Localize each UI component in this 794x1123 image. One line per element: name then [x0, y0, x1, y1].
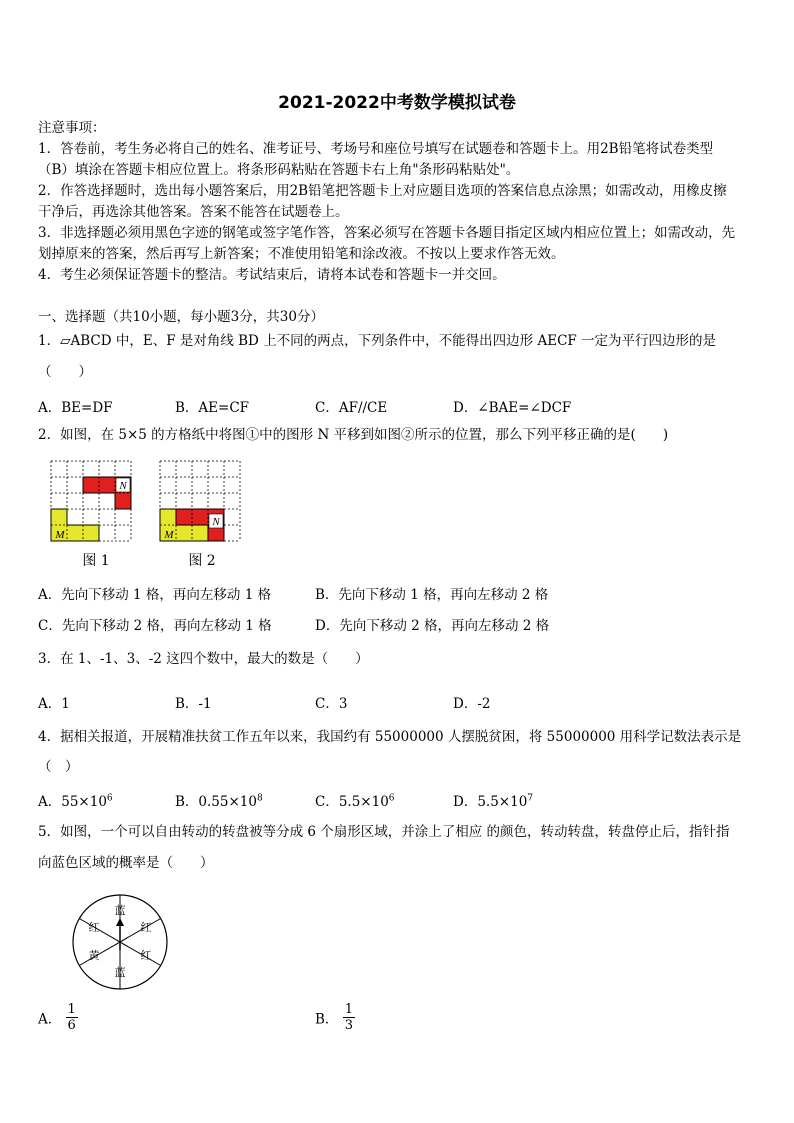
- q3-stem: 3．在 1、-1、3、-2 这四个数中，最大的数是（ ）: [38, 651, 369, 667]
- q4-d-base: D．5.5×10: [453, 794, 528, 810]
- figure-2-caption: 图 2: [188, 553, 216, 569]
- q1-stem: 1．▱ABCD 中，E、F 是对角线 BD 上不同的两点，下列条件中，不能得出四边形 AECF 一定为平行四边形的是: [38, 333, 717, 349]
- notes-line: 3．非选择题必须用黑色字迹的钢笔或签字笔作答，答案必须写在答题卡各题目指定区域内相应位置上；如需改动，先: [38, 225, 736, 241]
- notes-line: （B）填涂在答题卡相应位置上。将条形码粘贴在答题卡右上角"条形码粘贴处"。: [38, 162, 520, 178]
- label-n-fig1: N: [119, 480, 127, 492]
- q4-option-a[interactable]: [38, 790, 113, 810]
- notes-block: [38, 118, 760, 286]
- label-m-fig1: M: [55, 529, 65, 541]
- notes-line: 干净后，再选涂其他答案。答案不能答在试题卷上。: [38, 204, 349, 220]
- q5-option-b[interactable]: [315, 1002, 355, 1033]
- q3-option-d[interactable]: D．-2: [453, 696, 491, 712]
- fraction-denominator: 6: [67, 1018, 76, 1033]
- q1-option-c[interactable]: C．AF//CE: [315, 400, 388, 416]
- q4-a-base: A．55×10: [38, 794, 107, 810]
- q2-option-d[interactable]: D．先向下移动 2 格，再向左移动 2 格: [315, 618, 550, 634]
- q2-stem: 2．如图，在 5×5 的方格纸中将图①中的图形 N 平移到如图②所示的位置，那么下列平移正确的是( ): [38, 427, 669, 443]
- q5-stem-line1: 5．如图，一个可以自由转动的转盘被等分成 6 个扇形区域，并涂上了相应 的颜色，转动转盘，转盘停止后，指针指: [38, 824, 730, 840]
- q2-figures: [48, 458, 248, 570]
- q4-option-b[interactable]: [175, 790, 263, 810]
- q4-blank: （ ）: [38, 759, 79, 775]
- label-m-fig2: M: [164, 529, 174, 541]
- q4-option-d[interactable]: [453, 790, 533, 810]
- q5-b-letter: B．: [315, 1011, 339, 1028]
- notes-line: 1．答卷前，考生务必将自己的姓名、准考证号、考场号和座位号填写在试题卷和答题卡上。用2B铅笔将试卷类型: [38, 141, 714, 157]
- sector-label: 蓝: [114, 904, 126, 917]
- sector-label: 红: [140, 949, 152, 962]
- fraction-numerator: 1: [67, 1002, 76, 1017]
- fraction-numerator: 1: [344, 1002, 353, 1017]
- q4-b-base: B．0.55×10: [175, 794, 257, 810]
- q5-option-a[interactable]: [38, 1002, 78, 1033]
- notes-heading: 注意事项：: [38, 120, 106, 136]
- notes-line: 划掉原来的答案，然后再写上新答案；不准使用铅笔和涂改液。不按以上要求作答无效。: [38, 246, 565, 262]
- q2-option-a[interactable]: A．先向下移动 1 格，再向左移动 1 格: [38, 587, 272, 603]
- label-n-fig2: N: [212, 516, 220, 528]
- q4-d-exp: 7: [527, 793, 534, 804]
- q3-option-c[interactable]: C．3: [315, 696, 348, 712]
- page-title: 2021-2022中考数学模拟试卷: [278, 93, 516, 113]
- section-heading: 一、选择题（共10小题，每小题3分，共30分）: [38, 309, 324, 325]
- q1-option-a[interactable]: A．BE=DF: [38, 400, 113, 416]
- notes-line: 2．作答选择题时，选出每小题答案后，用2B铅笔把答题卡上对应题目选项的答案信息点涂黑；如需改动，用橡皮擦: [38, 183, 727, 199]
- sector-label: 红: [88, 921, 100, 934]
- q1-option-b[interactable]: B．AE=CF: [175, 400, 250, 416]
- q4-b-exp: 8: [256, 793, 263, 804]
- sector-label: 蓝: [114, 966, 126, 979]
- q3-option-b[interactable]: B．-1: [175, 696, 212, 712]
- q5-a-letter: A．: [38, 1011, 62, 1028]
- q5-stem-line2: 向蓝色区域的概率是（ ）: [38, 855, 214, 871]
- fraction-denominator: 3: [344, 1018, 353, 1033]
- q4-stem: 4．据相关报道，开展精准扶贫工作五年以来，我国约有 55000000 人摆脱贫困，将 55000000 用科学记数法表示是: [38, 729, 742, 745]
- spinner-figure: [70, 892, 170, 992]
- q3-option-a[interactable]: A．1: [38, 696, 70, 712]
- fraction-one-sixth: [66, 1002, 78, 1033]
- notes-line: 4．考生必须保证答题卡的整洁。考试结束后，请将本试卷和答题卡一并交回。: [38, 267, 506, 283]
- q2-option-c[interactable]: C．先向下移动 2 格，再向左移动 1 格: [38, 618, 272, 634]
- q1-option-d[interactable]: D．∠BAE=∠DCF: [453, 400, 572, 416]
- sector-label: 红: [140, 921, 152, 934]
- figure-1-caption: 图 1: [82, 553, 110, 569]
- q4-c-exp: 6: [388, 793, 395, 804]
- q4-c-base: C．5.5×10: [315, 794, 389, 810]
- q1-blank: （ ）: [38, 364, 92, 380]
- q4-a-exp: 6: [106, 793, 113, 804]
- q2-option-b[interactable]: B．先向下移动 1 格，再向左移动 2 格: [315, 587, 549, 603]
- fraction-one-third: [343, 1002, 355, 1033]
- sector-label: 黄: [88, 949, 100, 962]
- q4-option-c[interactable]: [315, 790, 395, 810]
